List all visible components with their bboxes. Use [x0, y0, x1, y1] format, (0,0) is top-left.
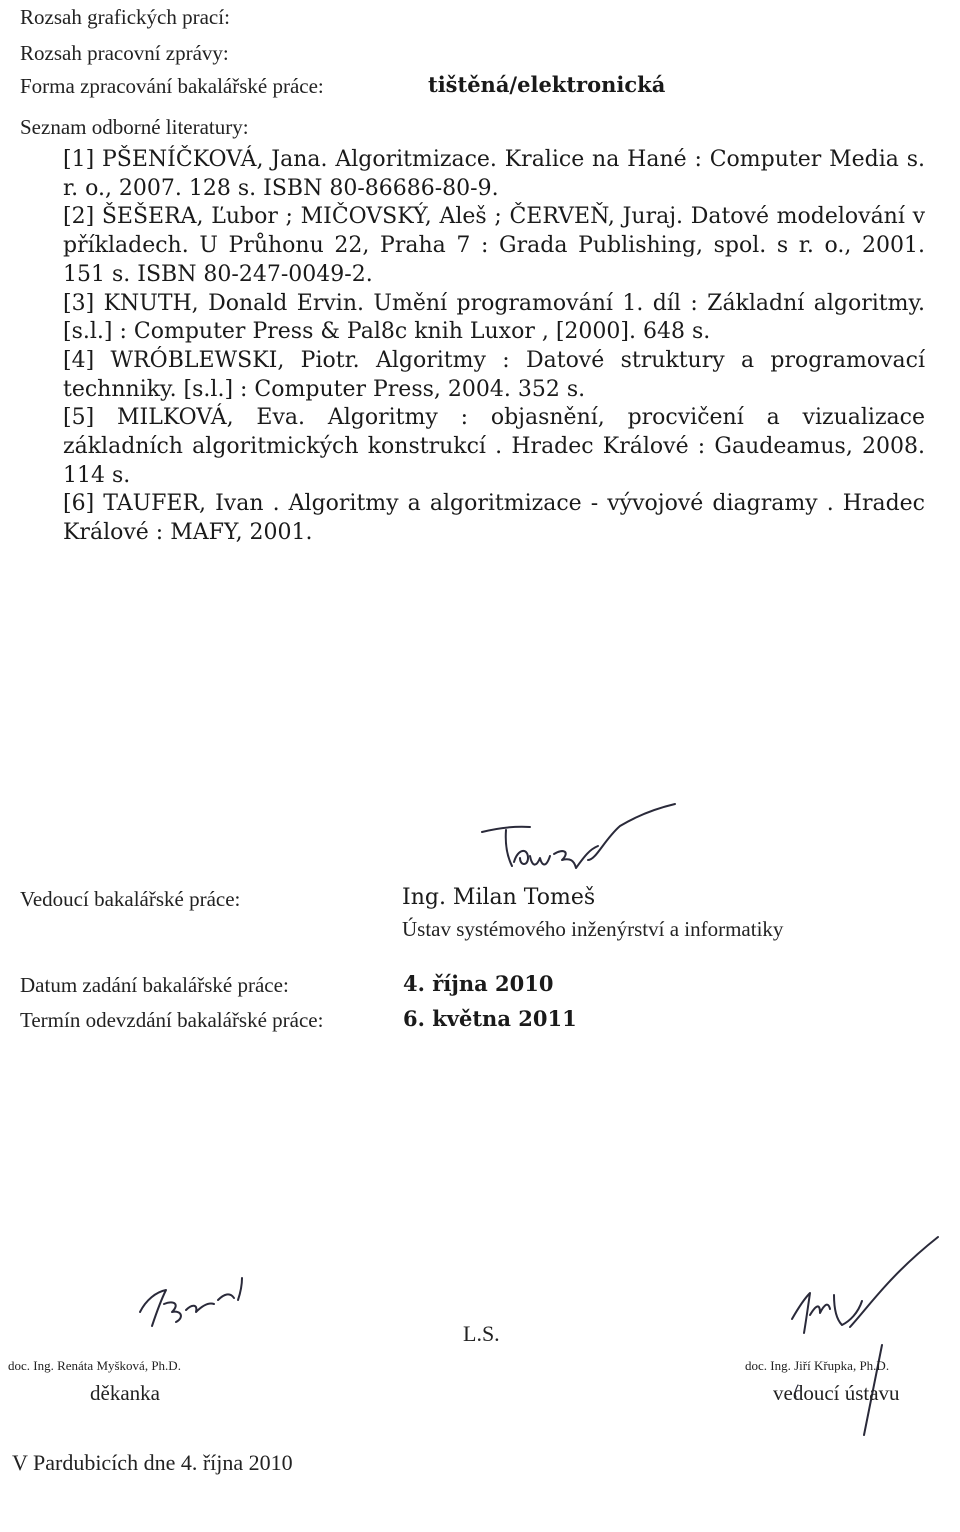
report-scope-label: Rozsah pracovní zprávy:	[20, 41, 229, 65]
supervisor-signature	[470, 800, 690, 890]
literature-item-6: [6] TAUFER, Ivan . Algoritmy a algoritmizace - vývojové diagramy . Hradec Králové : MAFY, 2001.	[63, 491, 925, 546]
place-date: V Pardubicích dne 4. října 2010	[12, 1450, 293, 1475]
supervisor-department: Ústav systémového inženýrství a informatiky	[402, 917, 784, 941]
assigned-date-label: Datum zadání bakalářské práce:	[20, 973, 289, 997]
dean-role: děkanka	[90, 1381, 160, 1405]
literature-item-2: [2] ŠEŠERA, Ľubor ; MIČOVSKÝ, Aleš ; ČERVEŇ, Juraj. Datové modelování v příkladech. U Průhonu 22, Praha 7 : Grada Publishing, spol. s r. o., 2001. 151 s. ISBN 80-247-0049-2.	[63, 204, 925, 287]
dean-name: doc. Ing. Renáta Myšková, Ph.D.	[8, 1358, 181, 1373]
literature-label: Seznam odborné literatury:	[20, 115, 249, 139]
head-name: doc. Ing. Jiří Křupka, Ph.D.	[745, 1358, 890, 1373]
head-role: vedoucí ústavu	[773, 1381, 900, 1405]
literature-item-4: [4] WRÓBLEWSKI, Piotr. Algoritmy : Datové struktury a programovací technniky. [s.l.] : Computer Press, 2004. 352 s.	[63, 347, 925, 402]
literature-list	[63, 146, 925, 548]
supervisor-label: Vedoucí bakalářské práce:	[20, 887, 241, 911]
due-date-value: 6. května 2011	[403, 1006, 577, 1031]
form-value: tištěná/elektronická	[428, 72, 666, 97]
form-label: Forma zpracování bakalářské práce:	[20, 74, 324, 98]
literature-item-1: [1] PŠENÍČKOVÁ, Jana. Algoritmizace. Kralice na Hané : Computer Media s. r. o., 2007. 128 s. ISBN 80-86686-80-9.	[63, 147, 925, 201]
head-signature	[770, 1235, 950, 1455]
supervisor-name: Ing. Milan Tomeš	[402, 885, 596, 910]
literature-item-5: [5] MILKOVÁ, Eva. Algoritmy : objasnění, procvičení a vizualizace základních algoritmických konstrukcí . Hradec Králové : Gaudeamus, 2008. 114 s.	[63, 405, 925, 488]
literature-item-3: [3] KNUTH, Donald Ervin. Umění programování 1. díl : Základní algoritmy. [s.l.] : Computer Press & Pal8c knih Luxor , [2000]. 648 s.	[63, 290, 925, 345]
graphics-scope-label: Rozsah grafických prací:	[20, 5, 230, 29]
seal-label: L.S.	[463, 1321, 500, 1346]
dean-signature	[130, 1270, 270, 1340]
due-date-label: Termín odevzdání bakalářské práce:	[20, 1008, 324, 1032]
assigned-date-value: 4. října 2010	[403, 971, 554, 996]
